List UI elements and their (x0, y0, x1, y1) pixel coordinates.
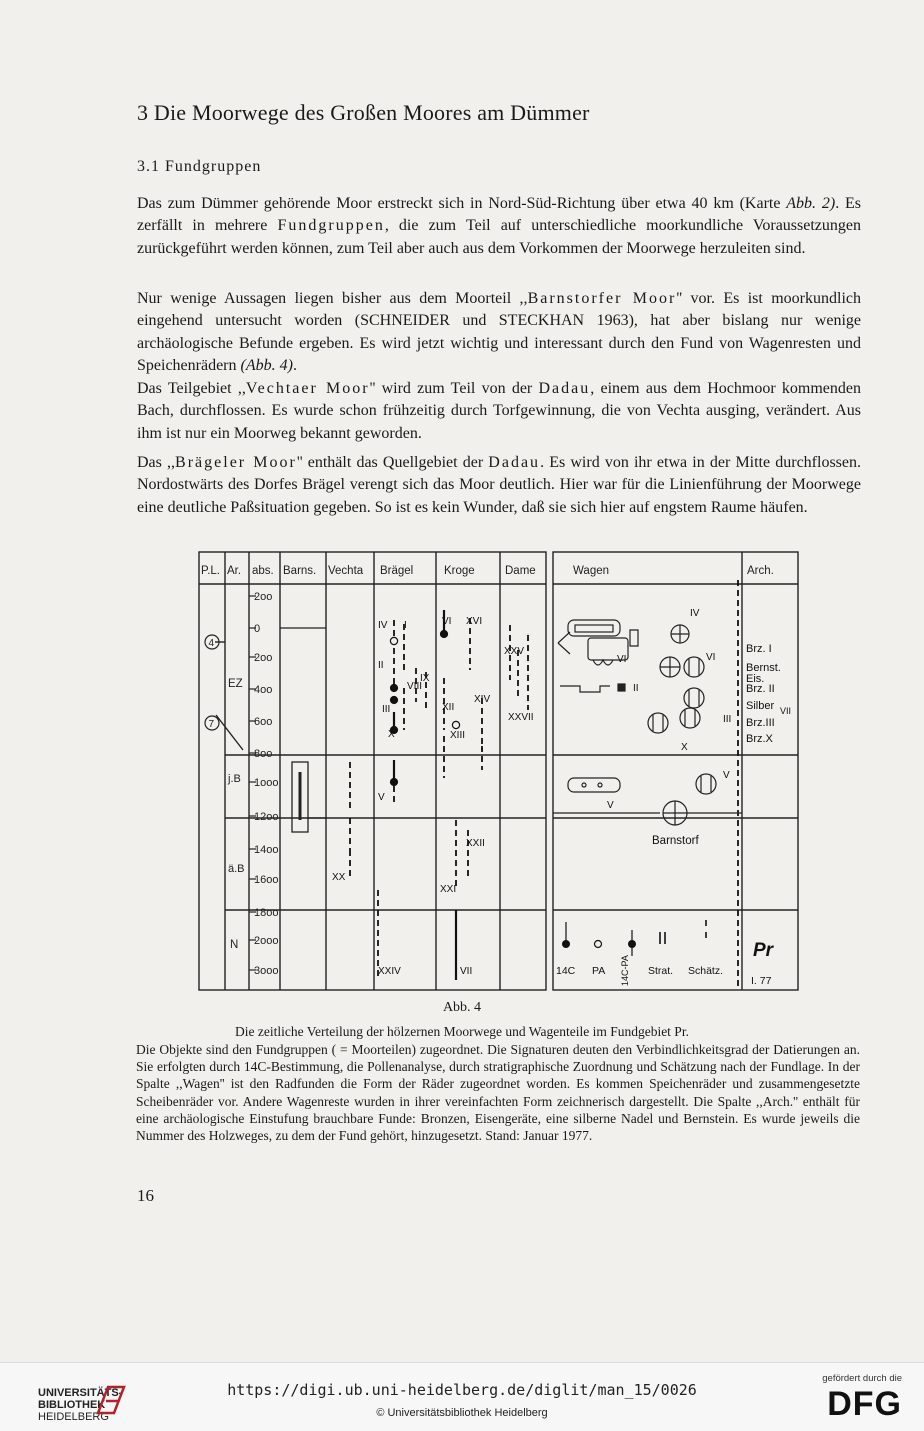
caption-text: Die Objekte sind den Fundgruppen ( = Moorteilen) zugeordnet. Die Signaturen deuten den Verbindlichkeitsgrad der Datierungen an. Sie erfolgten durch 14C-Bestimmung, die Pollenanalyse, durch stratigraphische Zuordnung und Schätzung nach der Fundlage. In der Spalte ,,Wagen'' ist den Radfunden die Form der Räder zugeordnet worden. Es kommen Speichenräder und zusammengesetzte Scheibenräder vor. Andere Wagenreste wurden in ihrer vereinfachten Form zeichnerisch dargestellt. Die Spalte ,,Arch.'' enthält für eine archäologische Einstufung brauchbare Funde: Bronzen, Eisengeräte, eine silberne Nadel und Bernstein. Es wurde jeweils die Nummer des Holzweges, zu dem der Fund gehört, hinzugesetzt. Stand: Januar 1977. (136, 1042, 860, 1144)
braegel-label: II (378, 660, 384, 671)
dating-open-dot (452, 721, 459, 728)
kroge-label: XII (442, 702, 455, 713)
wagen-label-barnstorf: Barnstorf (652, 835, 699, 847)
dating-dot (390, 684, 397, 691)
abs-tick-label: 1ooo (254, 777, 279, 789)
wagen-label-vi-b: VI (706, 652, 716, 663)
header-3: Barns. (283, 565, 317, 577)
page-number: 16 (137, 1186, 154, 1205)
arch-item: Brz.X (746, 733, 773, 745)
paragraph-1: Das zum Dümmer gehörende Moor erstreckt sich in Nord-Süd-Richtung über etwa 40 km (Karte Abb. 2). Es zerfällt in mehrere Fundgruppen, die zum Teil auf unterschiedliche moorkundliche Voraussetzungen zurückgeführt werden können, zum Teil aber auch aus dem Vorkommen der Moorwege herzuleiten sind. (137, 195, 862, 257)
wagen-label-v-b: V (723, 770, 730, 781)
figure-label: Abb. 4 (442, 1000, 482, 1015)
right-table-frame (553, 552, 798, 990)
abs-tick-label: 2oo (254, 591, 273, 603)
header-8: Wagen (573, 565, 610, 577)
pl-mark-4-label: 4 (208, 638, 215, 649)
paragraph-3: Das Teilgebiet ,,Vechtaer Moor'' wird zum Teil von der Dadau, einem aus dem Hochmoor kommenden Bach, durchflossen. Es wurde schon frühzeitig durch Torfgewinnung, die von Vechta ausging, verändert. Aus ihm ist nur ein Moorweg bekannt geworden. (137, 380, 861, 442)
braegel-label: XX (332, 872, 346, 883)
abs-tick-label: 12oo (254, 811, 279, 823)
arch-item: VII (780, 706, 792, 716)
abs-tick-label: 2ooo (254, 935, 279, 947)
dating-dot (390, 778, 397, 785)
header-1: Ar. (227, 565, 242, 577)
header-9: Arch. (747, 565, 774, 577)
abs-tick-label: 6oo (254, 716, 273, 728)
header-0: P.L. (201, 565, 220, 577)
kroge-label: XXI (440, 884, 457, 895)
period-ez: EZ (228, 678, 243, 690)
caption-title: Die zeitliche Verteilung der hölzernen Moorwege und Wagenteile im Fundgebiet Pr. (235, 1024, 689, 1039)
arch-item: Brz.III (746, 717, 775, 729)
paragraph-2: Nur wenige Aussagen liegen bisher aus dem Moorteil ,,Barnstorfer Moor'' vor. Es ist moorkundlich eingehend untersucht worden (SCHNEIDER und STECKHAN 1963), hat aber bislang nur wenige archäologische Befunde ergeben. Es wird jetzt wichtig und interessant durch den Fund von Wagenresten und Speichenrädern (Abb. 4). (137, 290, 862, 374)
abs-tick-label: 16oo (254, 874, 279, 886)
dating-open-dot (390, 637, 397, 644)
arch-item: Brz. II (746, 683, 775, 695)
corner-mark: Pr (753, 940, 774, 961)
kroge-label: XVI (466, 616, 483, 627)
corner-date: I. 77 (751, 975, 772, 987)
legend-14c: 14C (556, 965, 576, 977)
period-jb: j.B (228, 773, 241, 785)
paragraph-4: Das ,,Brägeler Moor'' enthält das Quellgebiet der Dadau. Es wird von ihr etwa in der Mitte durchflossen. Nordostwärts des Dorfes Brägel verengt sich das Moor deutlich. Hier war für die Linienführung der Moorwege eine deutliche Paßsituation gegeben. So ist es kein Wunder, daß sie sich hier auf engstem Raume häufen. (137, 454, 862, 516)
kroge-label: VI (442, 616, 452, 627)
library-name: UNIVERSITÄTS- BIBLIOTHEK HEIDELBERG (38, 1387, 123, 1423)
abs-tick-label: 0 (254, 623, 261, 635)
section-title: 3.1 Fundgruppen (137, 158, 262, 175)
dating-dot (440, 630, 447, 637)
header-6: Kroge (444, 565, 475, 577)
arch-item: Silber (746, 700, 775, 712)
wagen-drawings (553, 620, 742, 825)
wagen-label-vi-a: VI (617, 654, 627, 665)
chapter-title: 3 Die Moorwege des Großen Moores am Dümmer (137, 100, 590, 125)
legend-14c-pa: 14C-PA (620, 955, 630, 986)
period-aeb: ä.B (228, 863, 245, 875)
dating-dot (390, 696, 397, 703)
legend-pa: PA (592, 965, 606, 977)
dame-label: XXV (504, 646, 525, 657)
header-5: Brägel (380, 565, 414, 577)
kroge-label: XIV (474, 694, 491, 705)
header-2: abs. (252, 565, 274, 577)
dfg-logo[interactable]: DFG (827, 1385, 902, 1423)
arch-item: Eis. (746, 673, 765, 685)
wagen-label-v-a: V (607, 800, 614, 811)
abs-tick-label: 8oo (254, 748, 273, 760)
chronology-figure (198, 550, 800, 994)
braegel-label: I (404, 620, 407, 631)
braegel-label: VIII (407, 681, 423, 692)
pl-mark-7-label: 7 (208, 719, 215, 730)
abs-tick-label: 3ooo (254, 965, 279, 977)
header-7: Dame (505, 565, 536, 577)
abs-tick-label: 2oo (254, 652, 273, 664)
funding-note: gefördert durch die (822, 1373, 902, 1384)
permalink-url[interactable]: https://digi.ub.uni-heidelberg.de/diglit/man_15/0026 (227, 1381, 697, 1399)
abs-tick-label: 18oo (254, 907, 279, 919)
kroge-label: XIII (450, 730, 466, 741)
braegel-label: V (378, 792, 385, 803)
kroge-label: XXII (466, 838, 485, 849)
abs-tick-label: 14oo (254, 844, 279, 856)
braegel-label: IX (420, 673, 430, 684)
period-n: N (230, 939, 239, 951)
wagen-label-ii: II (633, 683, 639, 694)
abs-tick-label: 4oo (254, 684, 273, 696)
wagen-label-iv: IV (690, 608, 700, 619)
kroge-label: VII (460, 966, 473, 977)
legend-strat: Strat. (648, 965, 674, 977)
wagen-label-x: X (681, 742, 688, 753)
header-4: Vechta (328, 565, 364, 577)
braegel-label: IV (378, 620, 388, 631)
braegel-label: X (388, 729, 395, 740)
dame-label: XXVII (508, 712, 534, 723)
wagen-label-iii: III (723, 714, 732, 725)
legend-schaetz: Schätz. (688, 965, 724, 977)
left-table-frame (199, 552, 546, 990)
braegel-label: III (382, 704, 391, 715)
legend-symbols (563, 920, 707, 956)
copyright-text: © Universitätsbibliothek Heidelberg (376, 1407, 548, 1419)
footer-bar (0, 1362, 924, 1431)
arch-item: Brz. I (746, 643, 772, 655)
braegel-label: XXIV (378, 966, 401, 977)
arch-item: Bernst. (746, 662, 781, 674)
